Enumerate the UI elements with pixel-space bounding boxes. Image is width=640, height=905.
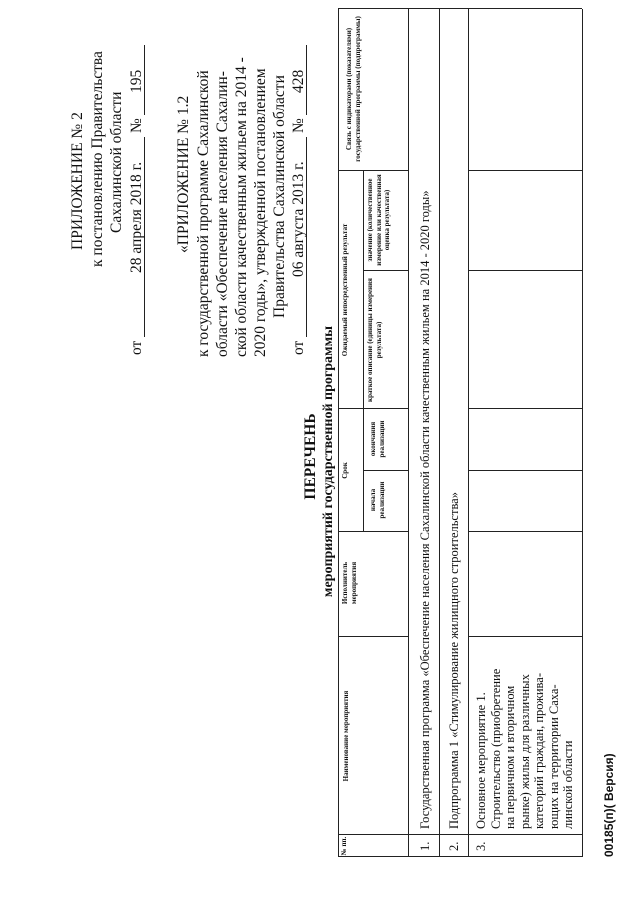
row2-num: 2. <box>447 841 461 851</box>
row3-num: 3. <box>474 841 488 851</box>
header-start: начала реализации <box>369 481 386 519</box>
row3-line7: линской области <box>561 740 575 829</box>
document-code: 00185(п)( Версия) <box>602 753 616 857</box>
page-subtitle: мероприятий государственной программы <box>321 325 336 598</box>
header-term: Срок <box>341 462 349 479</box>
table-border-left <box>338 856 582 857</box>
appendix2-num-label: № <box>128 118 145 133</box>
row2-text: Подпрограмма 1 «Стимулирование жилищного строительства» <box>447 492 461 829</box>
appendix12-line4: 2020 годы», утвержденной постановлением <box>252 68 269 357</box>
appendix2-date: 28 апреля 2018 г. <box>128 161 145 273</box>
appendix2-number: 195 <box>128 69 145 93</box>
appendix12-number: 428 <box>290 69 307 93</box>
table-border-bottom <box>582 9 583 857</box>
col-brief-divider-header <box>363 270 408 271</box>
appendix2-title: ПРИЛОЖЕНИЕ № 2 <box>69 112 86 250</box>
row3-line3: на первичном и вторичном <box>503 685 517 829</box>
appendix2-line2: Сахалинской области <box>108 91 125 233</box>
row3-line4: рынке) жилья для различных <box>517 674 532 829</box>
header-value: значение (количественное измерение или качественная оценка результата) <box>366 174 391 266</box>
col-start-divider-body <box>468 470 582 471</box>
page-title: ПЕРЕЧЕНЬ <box>302 413 319 500</box>
col-executor-divider-body <box>468 531 582 532</box>
table-border-top <box>338 9 339 857</box>
col-term-divider-body <box>468 408 582 409</box>
row3-line6: ющих на территории Саха- <box>546 684 561 829</box>
row3-line2: Строительство (приобретение <box>488 668 503 829</box>
header-result-divider <box>363 171 364 409</box>
appendix12-from: от <box>290 340 307 355</box>
appendix12-num-label: № <box>290 118 307 133</box>
appendix12-line5: Правительства Сахалинской области <box>271 75 288 318</box>
table-header-bottom <box>408 9 409 857</box>
appendix12-line3: ской области качественным жильем на 2014 - <box>233 57 250 357</box>
row3-line5: категорий граждан, прожива- <box>532 673 546 829</box>
row3-line1: Основное мероприятие 1. <box>474 692 488 829</box>
row1-num: 1. <box>418 841 432 851</box>
col-name-divider-body <box>468 636 582 637</box>
header-result: Ожидаемый непосредственный результат <box>341 223 349 357</box>
col-num-divider <box>338 834 582 835</box>
header-executor: Исполнитель мероприятия <box>341 561 358 605</box>
header-brief: краткое описание (единицы измерения результата) <box>366 278 383 402</box>
header-link: Связь с индикаторами (показателями) государственной программы (подпрограммы) <box>345 16 362 162</box>
header-name: Наименование мероприятия <box>342 690 350 782</box>
col-brief-divider-body <box>468 270 582 271</box>
table-row1-bottom <box>439 9 440 857</box>
appendix12-line2: области «Обеспечение населения Сахалин- <box>214 71 231 357</box>
appendix12-line1: к государственной программе Сахалинской <box>195 70 212 357</box>
appendix12-title: «ПРИЛОЖЕНИЕ № 1.2 <box>175 95 192 253</box>
header-num: № пп. <box>340 836 348 856</box>
header-end: окончания реализации <box>369 420 386 458</box>
col-result-divider-body <box>468 170 582 171</box>
row1-text: Государственная программа «Обеспечение населения Сахалинской области качественным жильем на 2014 - 2020 годы» <box>418 190 432 829</box>
table-border-right <box>338 8 582 9</box>
appendix2-from: от <box>128 340 145 355</box>
table-row2-bottom <box>468 9 469 857</box>
col-start-divider-header <box>363 470 408 471</box>
appendix12-date: 06 августа 2013 г. <box>290 161 307 277</box>
appendix2-line1: к постановлению Правительства <box>89 51 106 267</box>
